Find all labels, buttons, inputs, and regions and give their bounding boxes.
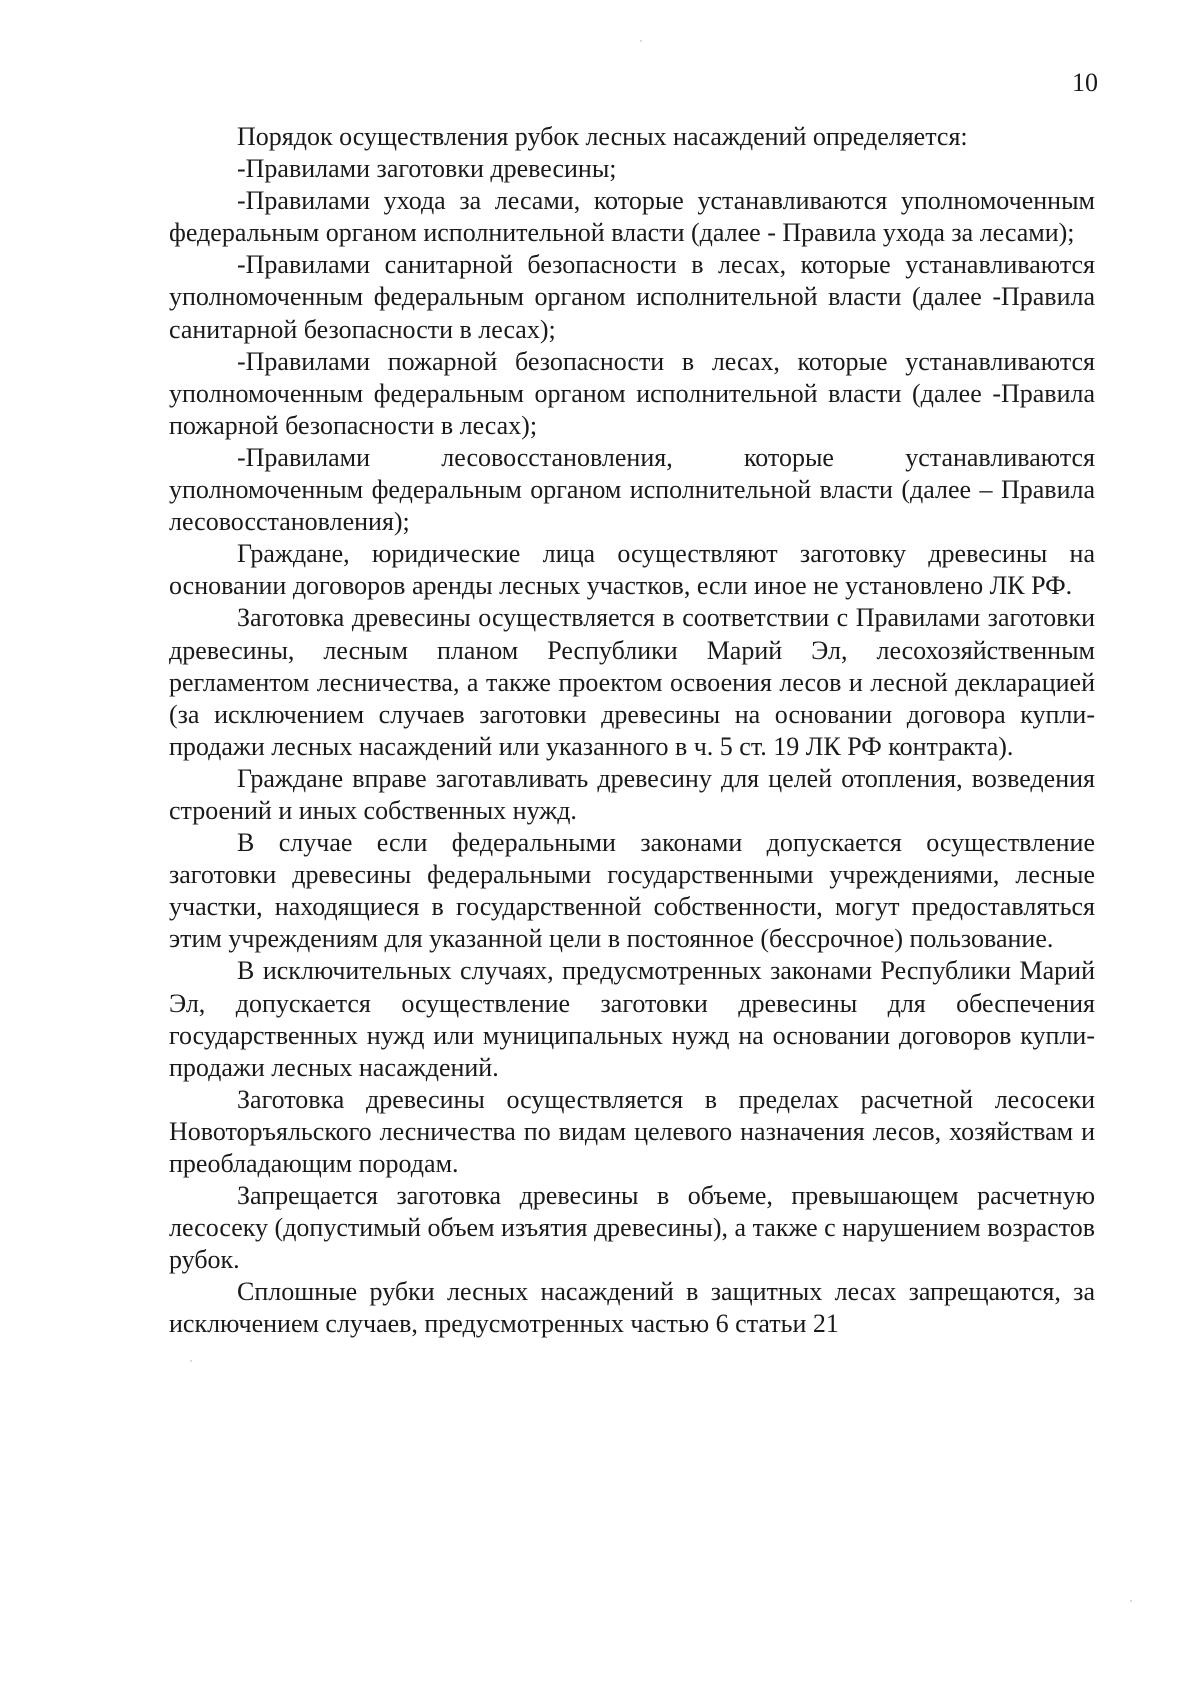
scan-speck	[1130, 1600, 1132, 1602]
paragraph: Порядок осуществления рубок лесных насаждений определяется:	[237, 122, 968, 151]
paragraph: Сплошные рубки лесных насаждений в защитных лесах запрещаются, за исключением случаев, предусмотренных частью 6 статьи 21	[169, 1277, 1095, 1339]
scan-speck	[190, 1360, 192, 1362]
paragraph: -Правилами пожарной безопасности в лесах, которые устанавливаются уполномоченным федеральным органом исполнительной власти (далее -Правила пожарной безопасности в лесах);	[169, 346, 1095, 440]
paragraph: -Правилами санитарной безопасности в лесах, которые устанавливаются уполномоченным федеральным органом исполнительной власти (далее -Правила санитарной безопасности в лесах);	[169, 250, 1095, 344]
paragraph: -Правилами лесовосстановления, которые устанавливаются уполномоченным федеральным органом исполнительной власти (далее – Правила лесовосстановления);	[169, 442, 1095, 537]
paragraph: Заготовка древесины осуществляется в пределах расчетной лесосеки Новоторъяльского лесничества по видам целевого назначения лесов, хозяйствам и преобладающим породам.	[169, 1084, 1095, 1178]
paragraph: В случае если федеральными законами допускается осуществление заготовки древесины федеральными государственными учреждениями, лесные участки, находящиеся в государственной собственности, могут предоставляться этим учреждениям для указанной цели в постоянное (бессрочное) пользование.	[169, 828, 1095, 954]
paragraph: -Правилами ухода за лесами, которые устанавливаются уполномоченным федеральным органом исполнительной власти (далее - Правила ухода за лесами);	[169, 186, 1095, 248]
page-number: 10	[1072, 68, 1098, 97]
paragraph: Граждане вправе заготавливать древесину для целей отопления, возведения строений и иных собственных нужд.	[169, 763, 1095, 825]
paragraph: Граждане, юридические лица осуществляют заготовку древесины на основании договоров аренды лесных участков, если иное не установлено ЛК РФ.	[169, 539, 1095, 601]
paragraph: -Правилами заготовки древесины;	[237, 154, 617, 184]
paragraph: Заготовка древесины осуществляется в соответствии с Правилами заготовки древесины, лесным планом Республики Марий Эл, лесохозяйственным регламентом лесничества, а также проектом освоения лесов и лесной декларацией (за исключением случаев заготовки древесины на основании договора купли-продажи лесных насаждений или указанного в ч. 5 ст. 19 ЛК РФ контракта).	[169, 603, 1095, 761]
scan-speck	[640, 40, 642, 42]
document-body	[169, 121, 1095, 1341]
paragraph: В исключительных случаях, предусмотренных законами Республики Марий Эл, допускается осуществление заготовки древесины для обеспечения государственных нужд или муниципальных нужд на основании договоров купли-продажи лесных насаждений.	[169, 956, 1095, 1082]
paragraph: Запрещается заготовка древесины в объеме, превышающем расчетную лесосеку (допустимый объем изъятия древесины), а также с нарушением возрастов рубок.	[169, 1181, 1095, 1275]
